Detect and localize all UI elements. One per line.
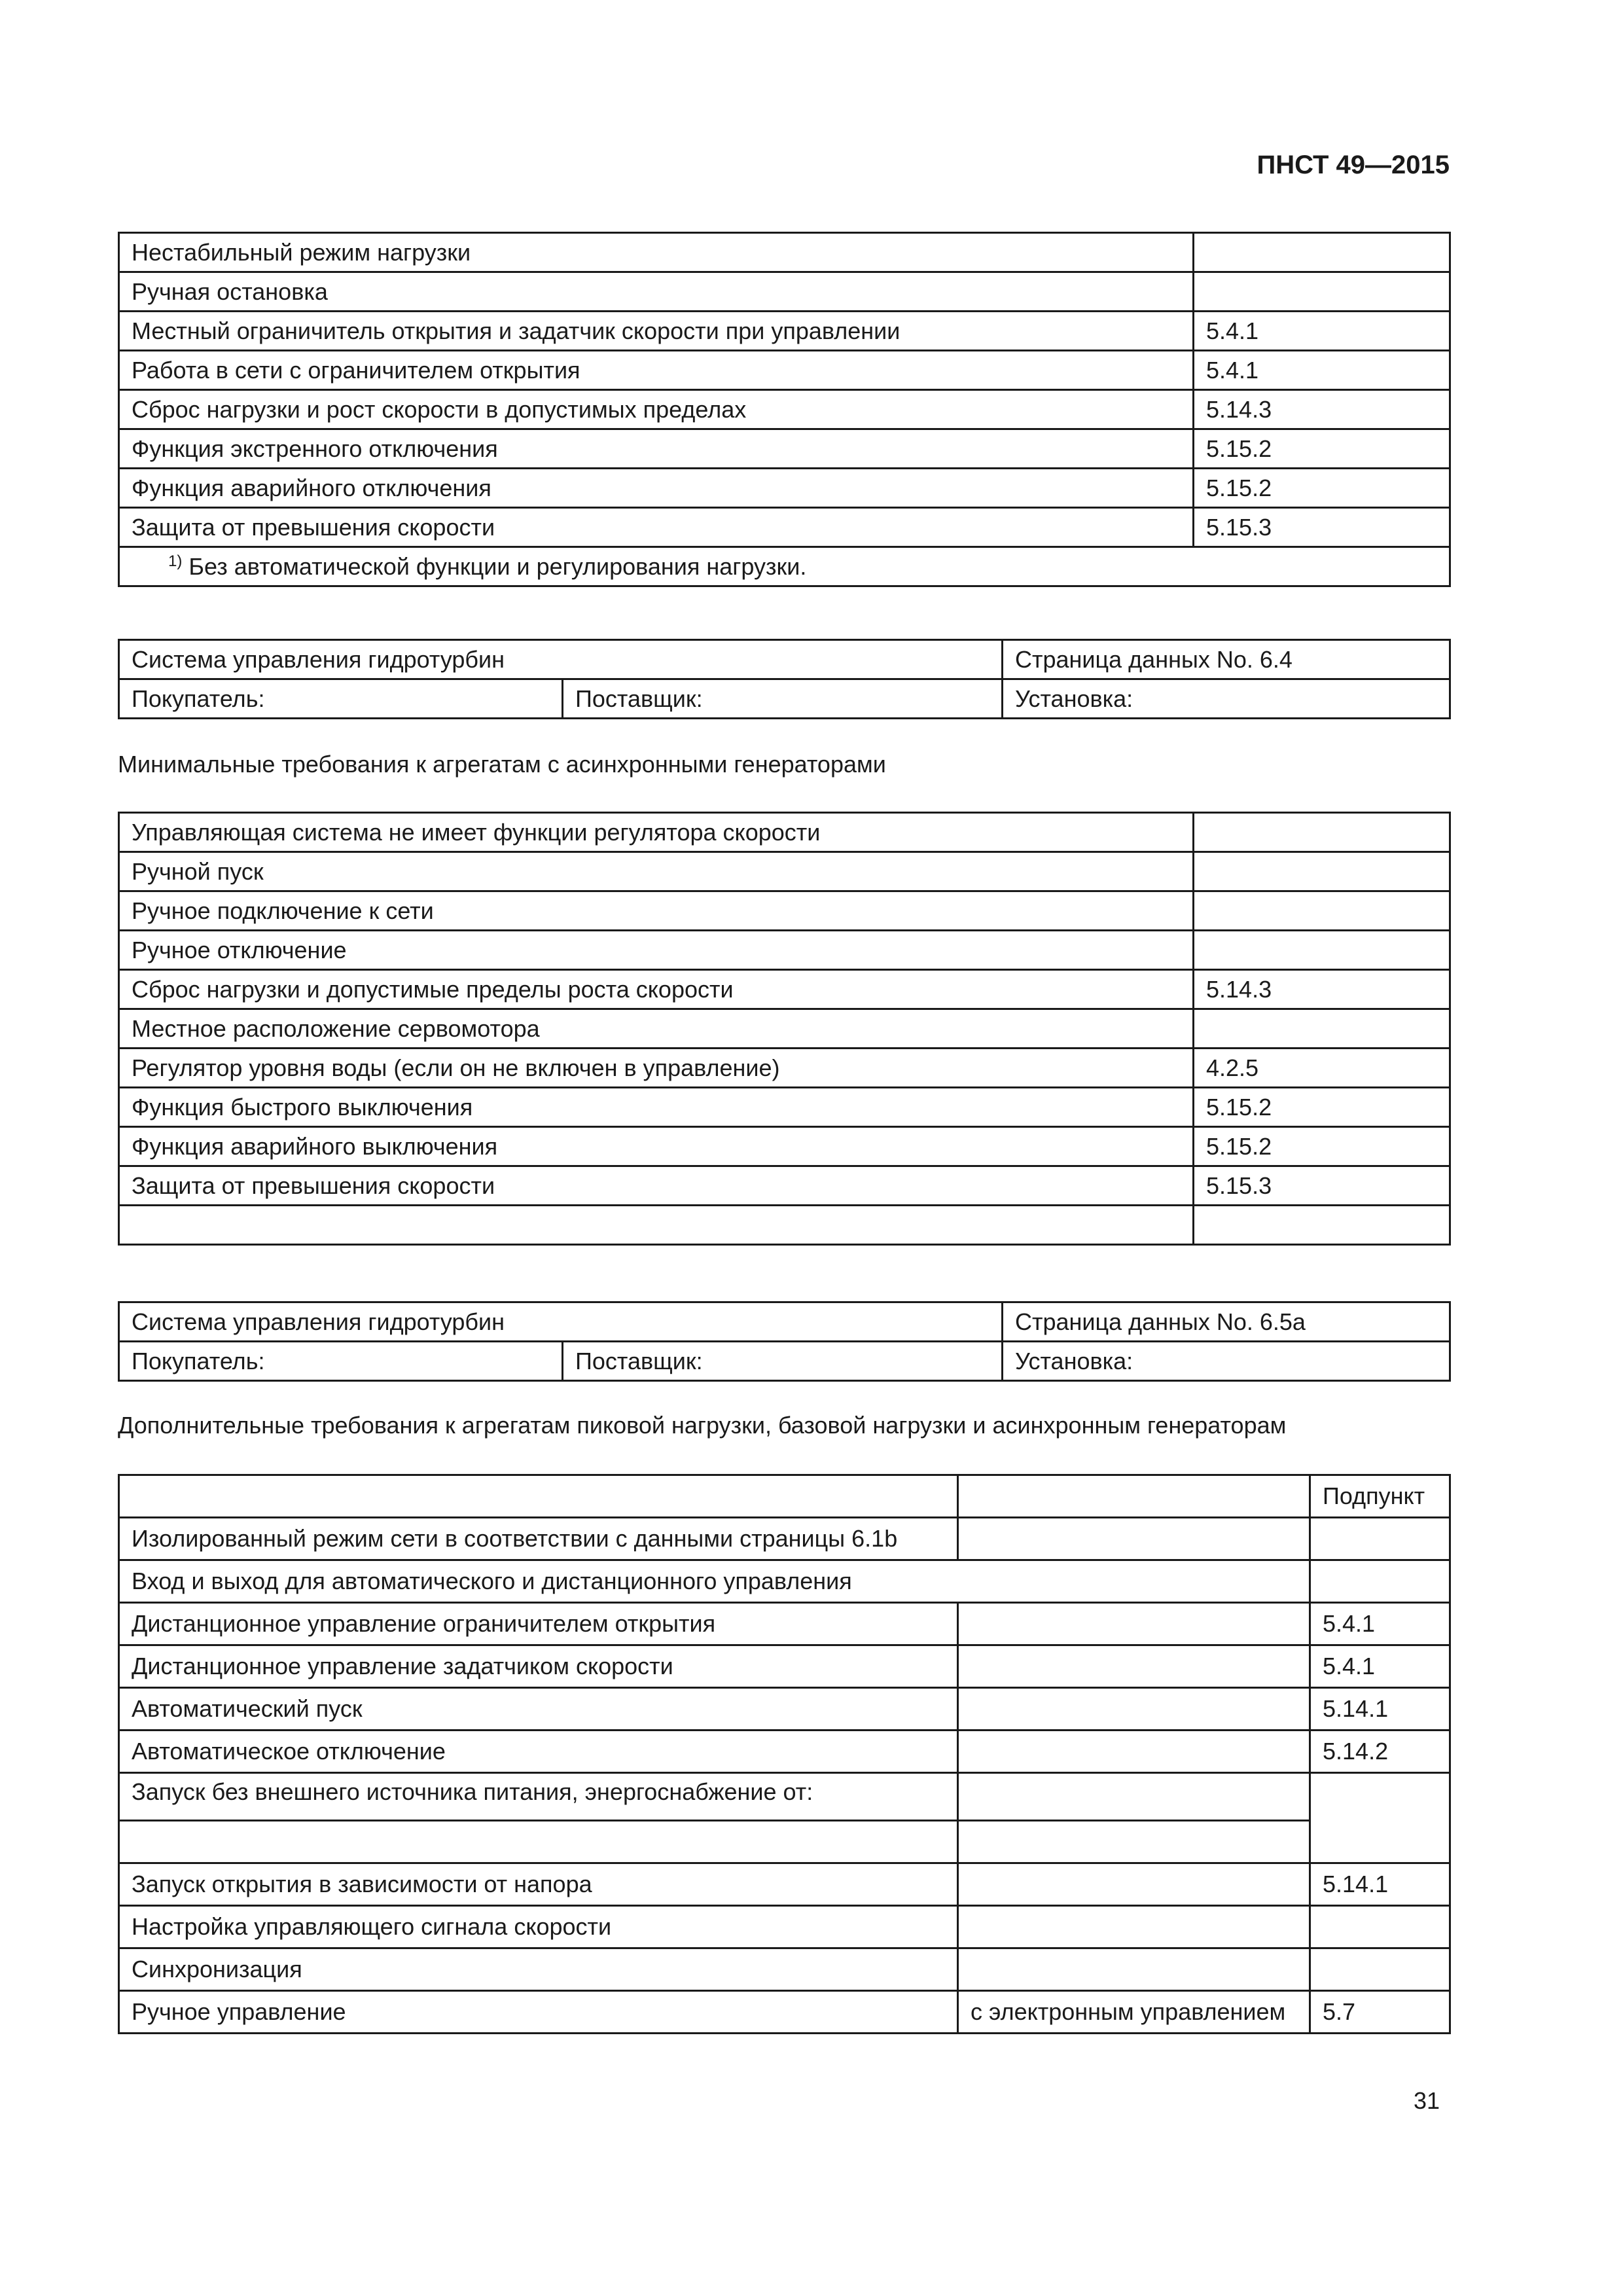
row-ref xyxy=(1194,891,1450,931)
data-sheet-header-6-5a xyxy=(118,1301,1451,1382)
table-row xyxy=(119,469,1450,508)
row-option xyxy=(958,1731,1310,1773)
system-name: Система управления гидротурбин xyxy=(119,1302,1003,1342)
page-number: 31 xyxy=(1413,2087,1440,2114)
buyer-label: Покупатель: xyxy=(119,1342,563,1381)
row-label: Местный ограничитель открытия и задатчик скорости при управлении xyxy=(119,312,1194,351)
table-header-row xyxy=(119,1475,1450,1518)
document-code: ПНСТ 49—2015 xyxy=(1257,151,1450,179)
table-row xyxy=(119,1731,1450,1773)
row-ref: 5.15.2 xyxy=(1194,1127,1450,1166)
row-label: Дистанционное управление задатчиком скорости xyxy=(119,1645,958,1688)
footnote-mark: 1) xyxy=(168,552,183,570)
row-option xyxy=(958,1948,1310,1991)
row-label: Ручное отключение xyxy=(119,931,1194,970)
row-ref: 5.14.3 xyxy=(1194,390,1450,429)
row-label: Регулятор уровня воды (если он не включен в управление) xyxy=(119,1049,1194,1088)
table-row xyxy=(119,351,1450,390)
table-row xyxy=(119,1560,1450,1603)
row-ref: 5.14.2 xyxy=(1310,1731,1450,1773)
table-row xyxy=(119,429,1450,469)
table-row xyxy=(119,813,1450,852)
row-label: Сброс нагрузки и рост скорости в допустимых пределах xyxy=(119,390,1194,429)
row-label: Запуск без внешнего источника питания, энергоснабжение от: xyxy=(119,1773,958,1821)
row-label: Ручное подключение к сети xyxy=(119,891,1194,931)
row-ref: 5.15.3 xyxy=(1194,1166,1450,1206)
supplier-label: Поставщик: xyxy=(563,679,1003,719)
sheet-parties-row xyxy=(119,679,1450,719)
header-cell-empty xyxy=(958,1475,1310,1518)
supplier-label: Поставщик: xyxy=(563,1342,1003,1381)
system-name: Система управления гидротурбин xyxy=(119,640,1003,679)
caption-async-generators: Минимальные требования к агрегатам с асинхронными генераторами xyxy=(118,751,886,778)
table-row xyxy=(119,1773,1450,1821)
row-ref: 5.4.1 xyxy=(1310,1603,1450,1645)
row-ref: 5.4.1 xyxy=(1194,351,1450,390)
caption-additional-requirements: Дополнительные требования к агрегатам пиковой нагрузки, базовой нагрузки и асинхронным генераторам xyxy=(118,1412,1287,1439)
row-ref: 5.15.3 xyxy=(1194,508,1450,547)
row-ref xyxy=(1194,233,1450,272)
row-label: Автоматическое отключение xyxy=(119,1731,958,1773)
row-label: Дистанционное управление ограничителем открытия xyxy=(119,1603,958,1645)
row-label: Автоматический пуск xyxy=(119,1688,958,1731)
table-row xyxy=(119,1166,1450,1206)
sheet-parties-row xyxy=(119,1342,1450,1381)
table-row xyxy=(119,1821,1450,1863)
table-row xyxy=(119,508,1450,547)
installation-label: Установка: xyxy=(1003,679,1450,719)
table-row xyxy=(119,1688,1450,1731)
row-ref xyxy=(1194,931,1450,970)
table-row xyxy=(119,1906,1450,1948)
row-label: Ручное управление xyxy=(119,1991,958,2034)
row-label: Функция экстренного отключения xyxy=(119,429,1194,469)
data-sheet-header-6-4 xyxy=(118,639,1451,719)
header-subclause: Подпункт xyxy=(1310,1475,1450,1518)
footnote-text: Без автоматической функции и регулирования нагрузки. xyxy=(188,552,807,580)
row-label xyxy=(119,1206,1194,1245)
row-ref: 5.4.1 xyxy=(1194,312,1450,351)
data-sheet-number: Страница данных No. 6.5a xyxy=(1003,1302,1450,1342)
table-row xyxy=(119,233,1450,272)
table-row xyxy=(119,1127,1450,1166)
row-label: Изолированный режим сети в соответствии с данными страницы 6.1b xyxy=(119,1518,958,1560)
table-row xyxy=(119,1088,1450,1127)
footnote-row xyxy=(119,547,1450,586)
table-row xyxy=(119,931,1450,970)
row-ref xyxy=(1194,813,1450,852)
row-ref: 4.2.5 xyxy=(1194,1049,1450,1088)
row-ref: 5.4.1 xyxy=(1310,1645,1450,1688)
sheet-title-row xyxy=(119,1302,1450,1342)
row-ref xyxy=(1194,1206,1450,1245)
table-row xyxy=(119,1991,1450,2034)
row-option xyxy=(958,1688,1310,1731)
row-option xyxy=(958,1863,1310,1906)
table-row xyxy=(119,1645,1450,1688)
table-row xyxy=(119,1863,1450,1906)
row-ref: 5.14.1 xyxy=(1310,1688,1450,1731)
buyer-label: Покупатель: xyxy=(119,679,563,719)
row-label: Работа в сети с ограничителем открытия xyxy=(119,351,1194,390)
row-ref xyxy=(1194,1009,1450,1049)
row-ref xyxy=(1310,1906,1450,1948)
row-ref xyxy=(1194,272,1450,312)
row-ref: 5.14.1 xyxy=(1310,1863,1450,1906)
row-option xyxy=(958,1518,1310,1560)
table-row xyxy=(119,1206,1450,1245)
table-row xyxy=(119,1603,1450,1645)
row-label: Синхронизация xyxy=(119,1948,958,1991)
row-label: Функция аварийного отключения xyxy=(119,469,1194,508)
row-label: Ручная остановка xyxy=(119,272,1194,312)
table-row xyxy=(119,852,1450,891)
row-label: Сброс нагрузки и допустимые пределы роста скорости xyxy=(119,970,1194,1009)
table-row xyxy=(119,272,1450,312)
row-ref xyxy=(1194,852,1450,891)
table-row xyxy=(119,312,1450,351)
row-ref: 5.15.2 xyxy=(1194,469,1450,508)
row-option xyxy=(958,1906,1310,1948)
row-option xyxy=(958,1821,1310,1863)
row-ref: 5.15.2 xyxy=(1194,1088,1450,1127)
table-load-modes xyxy=(118,232,1451,587)
row-ref xyxy=(1310,1773,1450,1863)
row-ref xyxy=(1310,1948,1450,1991)
table-async-generators xyxy=(118,812,1451,1246)
table-additional-requirements xyxy=(118,1474,1451,2034)
row-label: Ручной пуск xyxy=(119,852,1194,891)
row-option xyxy=(958,1645,1310,1688)
row-label: Функция аварийного выключения xyxy=(119,1127,1194,1166)
table-row xyxy=(119,390,1450,429)
row-label: Функция быстрого выключения xyxy=(119,1088,1194,1127)
row-label: Нестабильный режим нагрузки xyxy=(119,233,1194,272)
row-ref: 5.7 xyxy=(1310,1991,1450,2034)
row-ref: 5.14.3 xyxy=(1194,970,1450,1009)
table-row xyxy=(119,1948,1450,1991)
sheet-title-row xyxy=(119,640,1450,679)
row-label: Защита от превышения скорости xyxy=(119,508,1194,547)
row-label: Настройка управляющего сигнала скорости xyxy=(119,1906,958,1948)
footnote xyxy=(119,547,1450,586)
row-ref xyxy=(1310,1560,1450,1603)
row-ref: 5.15.2 xyxy=(1194,429,1450,469)
row-ref xyxy=(1310,1518,1450,1560)
row-label: Местное расположение сервомотора xyxy=(119,1009,1194,1049)
row-label: Защита от превышения скорости xyxy=(119,1166,1194,1206)
installation-label: Установка: xyxy=(1003,1342,1450,1381)
row-label xyxy=(119,1821,958,1863)
row-label: Запуск открытия в зависимости от напора xyxy=(119,1863,958,1906)
table-row xyxy=(119,891,1450,931)
table-row xyxy=(119,970,1450,1009)
data-sheet-number: Страница данных No. 6.4 xyxy=(1003,640,1450,679)
table-row xyxy=(119,1049,1450,1088)
row-option xyxy=(958,1603,1310,1645)
row-label: Вход и выход для автоматического и дистанционного управления xyxy=(119,1560,1310,1603)
row-option xyxy=(958,1773,1310,1821)
row-label: Управляющая система не имеет функции регулятора скорости xyxy=(119,813,1194,852)
table-row xyxy=(119,1009,1450,1049)
row-option: с электронным управлением xyxy=(958,1991,1310,2034)
table-row xyxy=(119,1518,1450,1560)
header-cell-empty xyxy=(119,1475,958,1518)
